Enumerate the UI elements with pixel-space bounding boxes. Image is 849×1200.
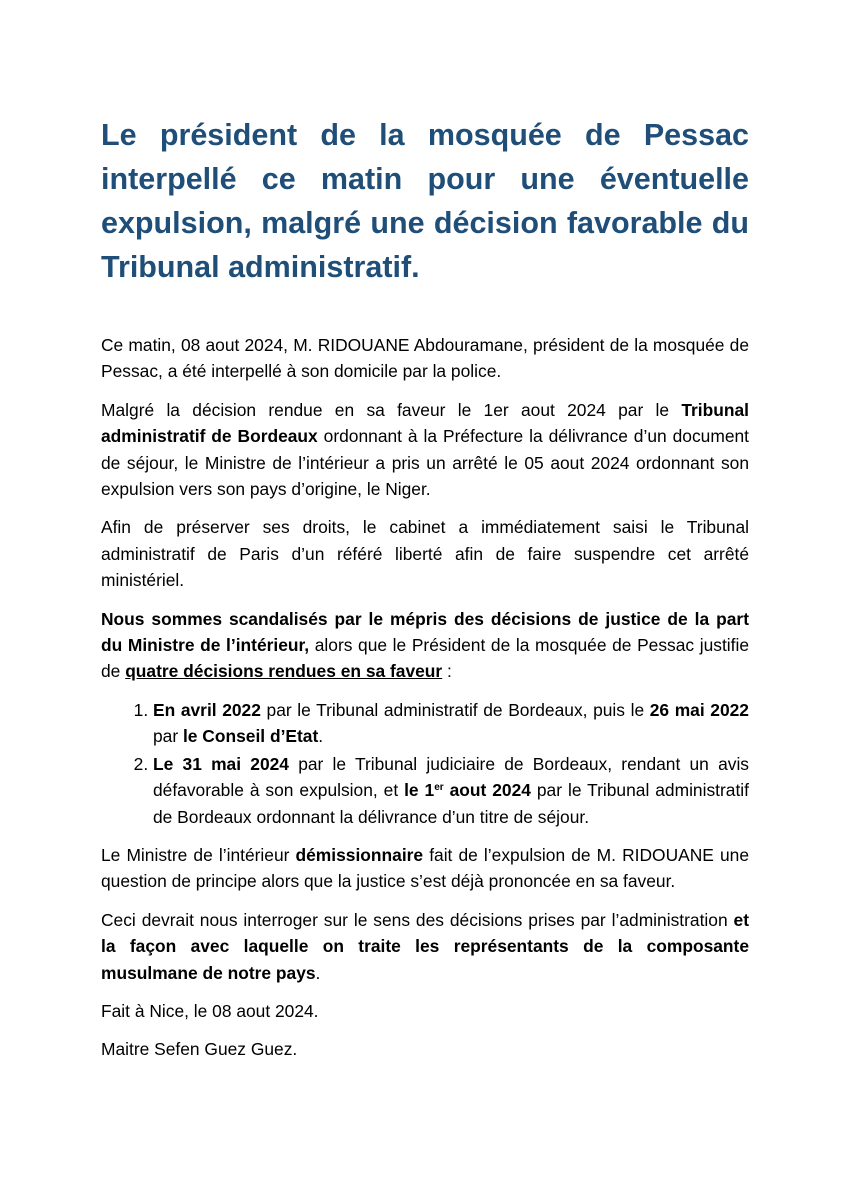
decision-2-date-2-ordinal: er xyxy=(434,782,444,794)
place-and-date: Fait à Nice, le 08 aout 2024. xyxy=(101,1000,319,1021)
paragraph-minister xyxy=(101,842,749,895)
paragraph-arrest: Ce matin, 08 aout 2024, M. RIDOUANE Abdouramane, président de la mosquée de Pessac, a été interpellé à son domicile par la police. xyxy=(101,335,749,382)
paragraph-outrage-bold: Nous sommes scandalisés par le mépris des décisions de justice de la part du Ministre de l’intérieur, xyxy=(101,608,749,656)
paragraph-question-text: Ceci devrait nous interroger sur le sens des décisions prises par l’administration xyxy=(101,909,734,930)
decision-2-date-2-day: le 1 xyxy=(404,780,435,801)
paragraph-outrage-underlined xyxy=(125,661,442,681)
paragraph-decision-text-1: Malgré la décision rendue en sa faveur le 1er aout 2024 par le xyxy=(101,399,682,420)
paragraph-referral: Afin de préserver ses droits, le cabinet a immédiatement saisi le Tribunal administratif de Paris d’un référé liberté afin de faire suspendre cet arrêté ministériel. xyxy=(101,517,749,591)
paragraph-outrage-colon: : xyxy=(442,661,452,682)
decision-1-date: En avril 2022 xyxy=(153,699,261,720)
paragraph-outrage xyxy=(101,606,749,685)
paragraph-minister-text-2: fait de l’expulsion de M. RIDOUANE une question de principe alors que la justice s’est déjà prononcée en sa faveur. xyxy=(101,844,749,892)
decision-2-date: Le 31 mai 2024 xyxy=(153,753,289,774)
paragraph-question xyxy=(101,907,749,986)
paragraph-decision xyxy=(101,397,749,503)
document-page xyxy=(101,113,749,1075)
paragraph-outrage-underlined-bold: quatre décisions rendues en sa faveur xyxy=(125,661,443,682)
paragraph-question-period: . xyxy=(315,962,321,983)
decision-2-date-2-rest: aout 2024 xyxy=(443,780,531,801)
paragraph-minister-text-1: Le Ministre de l’intérieur xyxy=(101,844,296,865)
paragraph-decision-text-2: ordonnant à la Préfecture la délivrance d’un document de séjour, le Ministre de l’intérieur a pris un arrêté le 05 aout 2024 ordonnant son expulsion vers son pays d’origine, le Niger. xyxy=(101,426,749,500)
decision-2-date-2 xyxy=(404,780,531,800)
paragraph-outrage-text: alors que le Président de la mosquée de Pessac justifie de xyxy=(101,635,750,682)
signature: Maitre Sefen Guez Guez. xyxy=(101,1039,298,1060)
decision-1-date-2: 26 mai 2022 xyxy=(649,699,749,720)
decision-1-court: le Conseil d’Etat xyxy=(182,726,319,747)
decision-1-text: par le Tribunal administratif de Bordeaux, puis le xyxy=(260,699,650,720)
decision-1-period: . xyxy=(318,726,324,747)
decisions-list xyxy=(101,697,749,830)
paragraph-decision-court: Tribunal administratif de Bordeaux xyxy=(101,399,749,447)
paragraph-minister-bold: démissionnaire xyxy=(295,844,424,865)
decision-1-text-2: par xyxy=(153,726,183,747)
decisions-list-item-2 xyxy=(153,751,749,830)
decisions-list-item-1 xyxy=(153,697,749,750)
decision-2-text-2: par le Tribunal administratif de Bordeaux ordonnant la délivrance d’un titre de séjour. xyxy=(153,780,749,827)
paragraph-question-bold: et la façon avec laquelle on traite les représentants de la composante musulmane de notre pays xyxy=(101,909,749,983)
decision-2-text: par le Tribunal judiciaire de Bordeaux, rendant un avis défavorable à son expulsion, et xyxy=(153,753,749,801)
document-title: Le président de la mosquée de Pessac interpellé ce matin pour une éventuelle expulsion, malgré une décision favorable du Tribunal administratif. xyxy=(101,118,749,284)
